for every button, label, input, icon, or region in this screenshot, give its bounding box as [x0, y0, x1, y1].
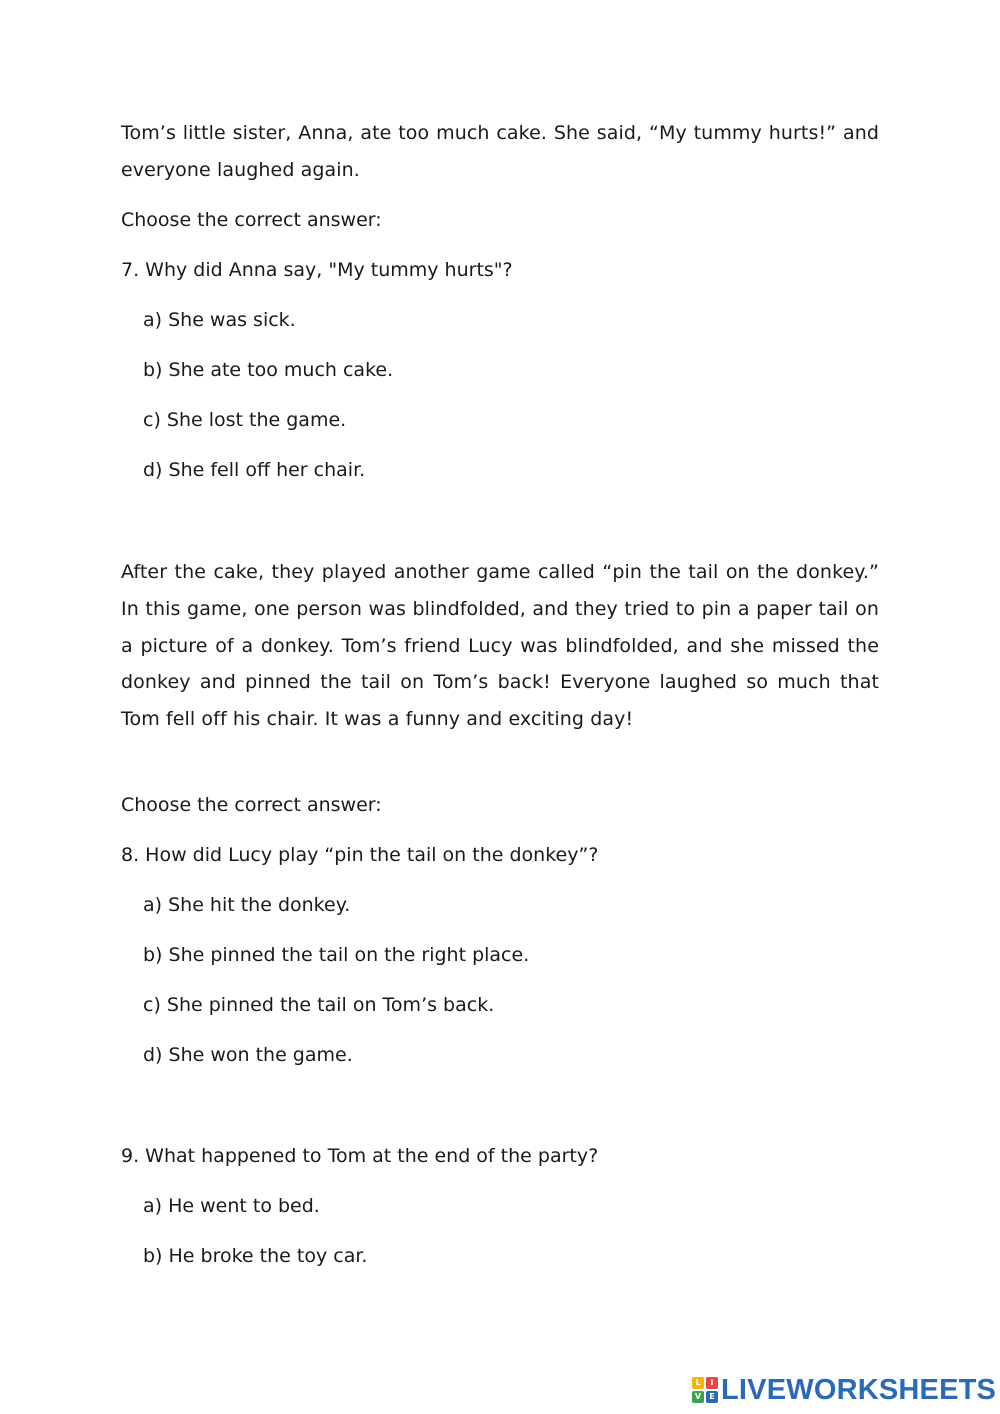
question-7-option-c[interactable]: c) She lost the game. [143, 409, 347, 431]
liveworksheets-logo-text: LIVEWORKSHEETS [721, 1374, 997, 1406]
liveworksheets-logo [692, 1376, 996, 1404]
passage-anna: Tom’s little sister, Anna, ate too much cake. She said, “My tummy hurts!” and everyone laughed again. [121, 122, 879, 181]
question-7-option-b[interactable]: b) She ate too much cake. [143, 359, 394, 381]
logo-tile-v: V [692, 1391, 704, 1403]
question-8-option-b[interactable]: b) She pinned the tail on the right place. [143, 944, 530, 966]
question-9-option-a[interactable]: a) He went to bed. [143, 1195, 320, 1217]
question-7-option-d[interactable]: d) She fell off her chair. [143, 459, 366, 481]
logo-tile-e: E [706, 1391, 718, 1403]
logo-tile-i: I [706, 1377, 718, 1389]
question-8: 8. How did Lucy play “pin the tail on the donkey”? [121, 844, 599, 866]
question-9: 9. What happened to Tom at the end of the party? [121, 1145, 599, 1167]
question-7: 7. Why did Anna say, "My tummy hurts"? [121, 259, 513, 281]
question-9-option-b[interactable]: b) He broke the toy car. [143, 1245, 368, 1267]
question-8-option-d[interactable]: d) She won the game. [143, 1044, 353, 1066]
instruction-choose-answer: Choose the correct answer: [121, 209, 382, 231]
question-8-option-c[interactable]: c) She pinned the tail on Tom’s back. [143, 994, 495, 1016]
liveworksheets-logo-icon [692, 1377, 718, 1403]
question-7-option-a[interactable]: a) She was sick. [143, 309, 296, 331]
logo-tile-l: L [692, 1377, 704, 1389]
question-8-option-a[interactable]: a) She hit the donkey. [143, 894, 351, 916]
instruction-choose-answer: Choose the correct answer: [121, 794, 382, 816]
passage-donkey-game: After the cake, they played another game called “pin the tail on the donkey.” In this game, one person was blindfolded, and they tried to pin a paper tail on a picture of a donkey. Tom’s friend Lucy was blindfolded, and she missed the donkey and pinned the tail on Tom’s back! Everyone laughed so much that Tom fell off his chair. It was a funny and exciting day! [121, 561, 879, 731]
